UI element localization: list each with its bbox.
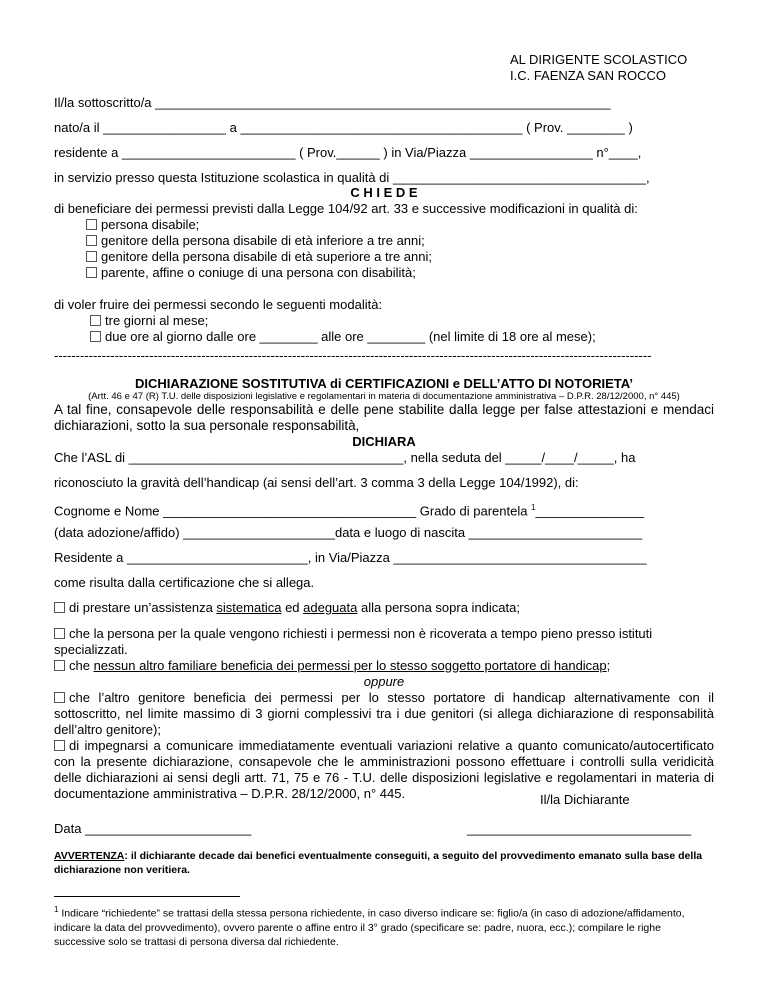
checkbox-icon[interactable] [86,251,97,262]
signature-label: Il/la Dichiarante [540,792,630,807]
field-servizio[interactable]: in servizio presso questa Istituzione scolastica in qualità di ___________________________________, [54,170,650,185]
field-adozione[interactable]: (data adozione/affido) _____________________data e luogo di nascita ________________________ [54,525,643,540]
certificazione-text: come risulta dalla certificazione che si allega. [54,575,315,590]
dichiarazione-title: DICHIARAZIONE SOSTITUTIVA di CERTIFICAZIONI e DELL’ATTO DI NOTORIETA’ [134,376,634,391]
checkbox-icon[interactable] [54,628,65,639]
chiede-heading: C H I E D E [350,185,418,200]
signature-line[interactable]: _______________________________ [467,821,692,836]
field-data[interactable]: Data _______________________ [54,821,252,836]
option-parente[interactable]: parente, affine o coniuge di una persona con disabilità; [86,265,714,281]
dichiarazione-intro: A tal fine, consapevole delle responsabilità e delle pene stabilite dalla legge per false attestazioni e mendaci dichiarazioni, sotto la sua personale responsabilità, [54,402,714,433]
checkbox-icon[interactable] [54,692,65,703]
item-impegno[interactable]: di impegnarsi a comunicare immediatamente eventuali variazioni relative a quanto comunicato/autocertificato con la presente dichiarazione, consapevole che le amministrazioni possono effettuare i controlli sulla veridicità delle dichiarazioni ai sensi degli artt. 71, 75 e 76 - T.U. delle disposizioni legislative e regolamentari in materia di documentazione amministrativa – D.P.R. 28/12/2000, n° 445. [54,738,714,801]
checkbox-icon[interactable] [86,235,97,246]
checkbox-icon[interactable] [90,331,101,342]
item-assistenza[interactable]: di prestare un’assistenza sistematica ed adeguata alla persona sopra indicata; [54,600,714,616]
checkbox-icon[interactable] [86,267,97,278]
field-cognome-nome[interactable]: Cognome e Nome ___________________________________ Grado di parentela $^1$_______________ [54,503,644,519]
option-genitore-inferiore[interactable]: genitore della persona disabile di età inferiore a tre anni; [86,233,714,249]
oppure-text: oppure [363,674,405,689]
checkbox-icon[interactable] [90,315,101,326]
checkbox-icon[interactable] [54,602,65,613]
option-genitore-superiore[interactable]: genitore della persona disabile di età superiore a tre anni; [86,249,714,265]
footnote-rule [54,896,240,897]
checkbox-icon[interactable] [54,740,65,751]
recipient-line-2: I.C. FAENZA SAN ROCCO [510,68,667,83]
dichiara-heading: DICHIARA [352,434,416,449]
footnote: $^1$ Indicare “richiedente” se trattasi della stessa persona richiedente, in caso diverso indicare se: figlio/a (in caso di adozione/affidamento, indicare la data del provvedimento), ovvero parente o affine entro il 3° grado (specificare se: padre, nuora, ecc.); compilare le righe successive solo se trattasi di persona diversa dal richiedente. [54,905,685,948]
chiede-intro: di beneficiare dei permessi previsti dalla Legge 104/92 art. 33 e successive modificazioni in qualità di: [54,201,638,216]
avvertenza: AVVERTENZA: il dichiarante decade dai benefici eventualmente conseguiti, a seguito del provvedimento emanato sulla base della dichiarazione non veritiera. [54,850,703,876]
field-sottoscritto[interactable]: Il/la sottoscritto/a _______________________________________________________________ [54,95,611,110]
field-nato[interactable]: nato/a il _________________ a _______________________________________ ( Prov. ________ ) [54,120,633,135]
footnote-ref: 1 [531,503,536,512]
field-asl[interactable]: Che l’ASL di ______________________________________, nella seduta del _____/____/_____, ha [54,450,636,465]
item-nessun-familiare[interactable]: che nessun altro familiare beneficia dei permessi per lo stesso soggetto portatore di handicap; [54,658,714,674]
checkbox-icon[interactable] [54,660,65,671]
riconosciuto-text: riconosciuto la gravità dell’handicap (ai sensi dell’art. 3 comma 3 della Legge 104/1992), di: [54,475,579,490]
item-ricovero[interactable]: che la persona per la quale vengono richiesti i permessi non è ricoverata a tempo pieno presso istituti specializzati. [54,626,653,657]
separator-line: ------------------------------------------------------------------------------------------------------------------------------------------ [54,348,652,363]
modalita-tre-giorni[interactable]: tre giorni al mese; [90,313,714,329]
field-residente-assistito[interactable]: Residente a _________________________, in Via/Piazza ___________________________________ [54,550,647,565]
recipient-line-1: AL DIRIGENTE SCOLASTICO [510,52,688,67]
modalita-intro: di voler fruire dei permessi secondo le seguenti modalità: [54,297,383,312]
item-altro-genitore[interactable]: che l’altro genitore beneficia dei permessi per lo stesso portatore di handicap alternativamente con il sottoscritto, nel limite massimo di 3 giorni complessivi tra i due genitori (si allega dichiarazione di responsabilità dell’altro genitore); [54,690,714,737]
dichiarazione-subtitle: (Artt. 46 e 47 (R) T.U. delle disposizioni legislative e regolamentari in materia di documentazione amministrativa – D.P.R. 28/12/2000, n° 445) [88,391,680,402]
option-persona-disabile[interactable]: persona disabile; [86,217,714,233]
modalita-due-ore[interactable]: due ore al giorno dalle ore ________ alle ore ________ (nel limite di 18 ore al mese); [90,329,714,345]
checkbox-icon[interactable] [86,219,97,230]
field-residente[interactable]: residente a ________________________ ( Prov.______ ) in Via/Piazza _________________ n°____, [54,145,642,160]
